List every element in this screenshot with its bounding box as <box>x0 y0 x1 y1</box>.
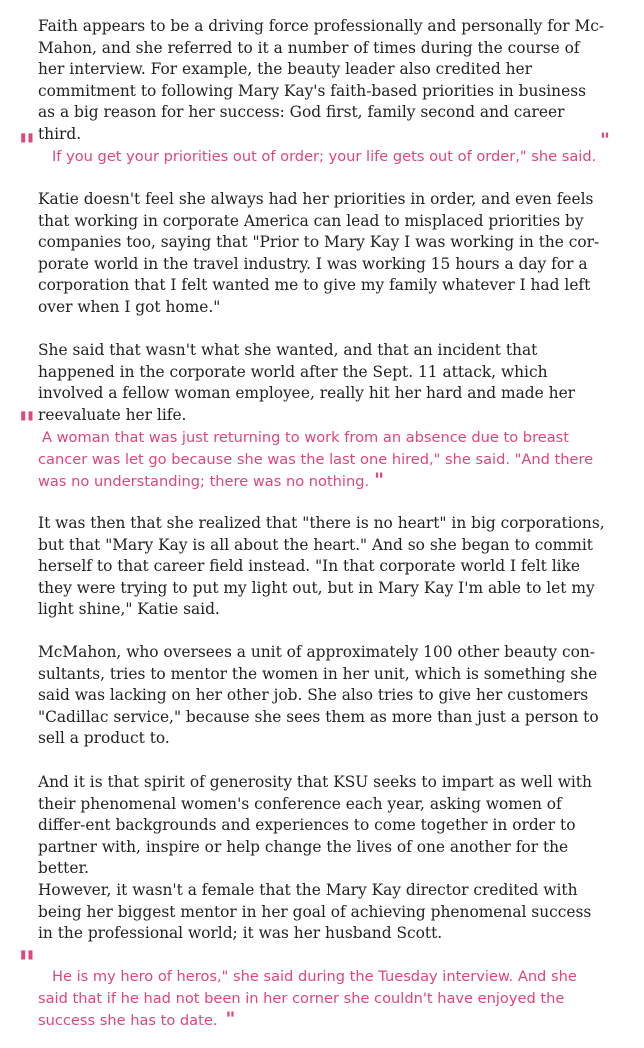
paragraph-generosity: And it is that spirit of generosity that KSU seeks to impart as well with their phenomenal women's conference each year, asking women of differ-ent backgrounds and experiences to come together in order to partner with, inspire or help change the lives of one another for the better. <box>38 773 592 877</box>
pull-quote-close-mark: " <box>600 129 609 151</box>
pull-quote-close-mark: " <box>374 469 384 491</box>
pull-quote-close-mark: " <box>225 1008 235 1030</box>
pull-quote-hero <box>38 966 608 1032</box>
pull-quote-text: A woman that was just returning to work from an absence due to breast cancer was let go because she was the last one hired," she said. "And there was no understanding; there was no nothing. <box>38 429 594 490</box>
pull-quote-open-mark: " <box>18 944 36 984</box>
paragraph-sept-11: She said that wasn't what she wanted, and that an incident that happened in the corporate world after the Sept. 11 attack, which involved a fellow woman employee, really hit her hard and made her reevaluate her life. <box>38 341 576 424</box>
paragraph-husband: However, it wasn't a female that the Mary Kay director credited with being her biggest mentor in her goal of achieving phenomenal success in the professional world; it was her husband Scott. <box>38 881 592 942</box>
paragraph-no-heart: It was then that she realized that "there is no heart" in big corporations, but that "Mary Kay is all about the heart." And so she began to commit herself to that career field instead. "In that corporate world I felt like they were trying to put my light out, but in Mary Kay I'm able to let my light shine," Katie said. <box>38 514 605 618</box>
paragraph-faith: Faith appears to be a driving force professionally and personally for Mc-Mahon, and she referred to it a number of times during the course of her interview. For example, the beauty leader also credited her commitment to following Mary Kay's faith-based priorities in business as a big reason for her success: God first, family second and career third. <box>38 17 605 143</box>
pull-quote-priorities: If you get your priorities out of order; your life gets out of order," she said. <box>52 148 597 165</box>
pull-quote-breast-cancer <box>38 427 608 493</box>
pull-quote-open-mark: " <box>18 405 36 445</box>
pull-quote-text: He is my hero of heros," she said during the Tuesday interview. And she said that if he had not been in her corner she couldn't have enjoyed the success she has to date. <box>38 968 577 1029</box>
paragraph-corporate-america: Katie doesn't feel she always had her priorities in order, and even feels that working in corporate America can lead to misplaced priorities by companies too, saying that "Prior to Mary Kay I was working in the cor-porate world in the travel industry. I was working 15 hours a day for a corporation that I felt wanted me to give my family whatever I had left over when I got home." <box>38 190 600 316</box>
pull-quote-open-mark: " <box>18 127 36 167</box>
paragraph-mentor: McMahon, who oversees a unit of approximately 100 other beauty con-sultants, tries to mentor the women in her unit, which is something she said was lacking on her other job. She also tries to give her customers "Cadillac service," because she sees them as more than just a person to sell a product to. <box>38 643 599 747</box>
